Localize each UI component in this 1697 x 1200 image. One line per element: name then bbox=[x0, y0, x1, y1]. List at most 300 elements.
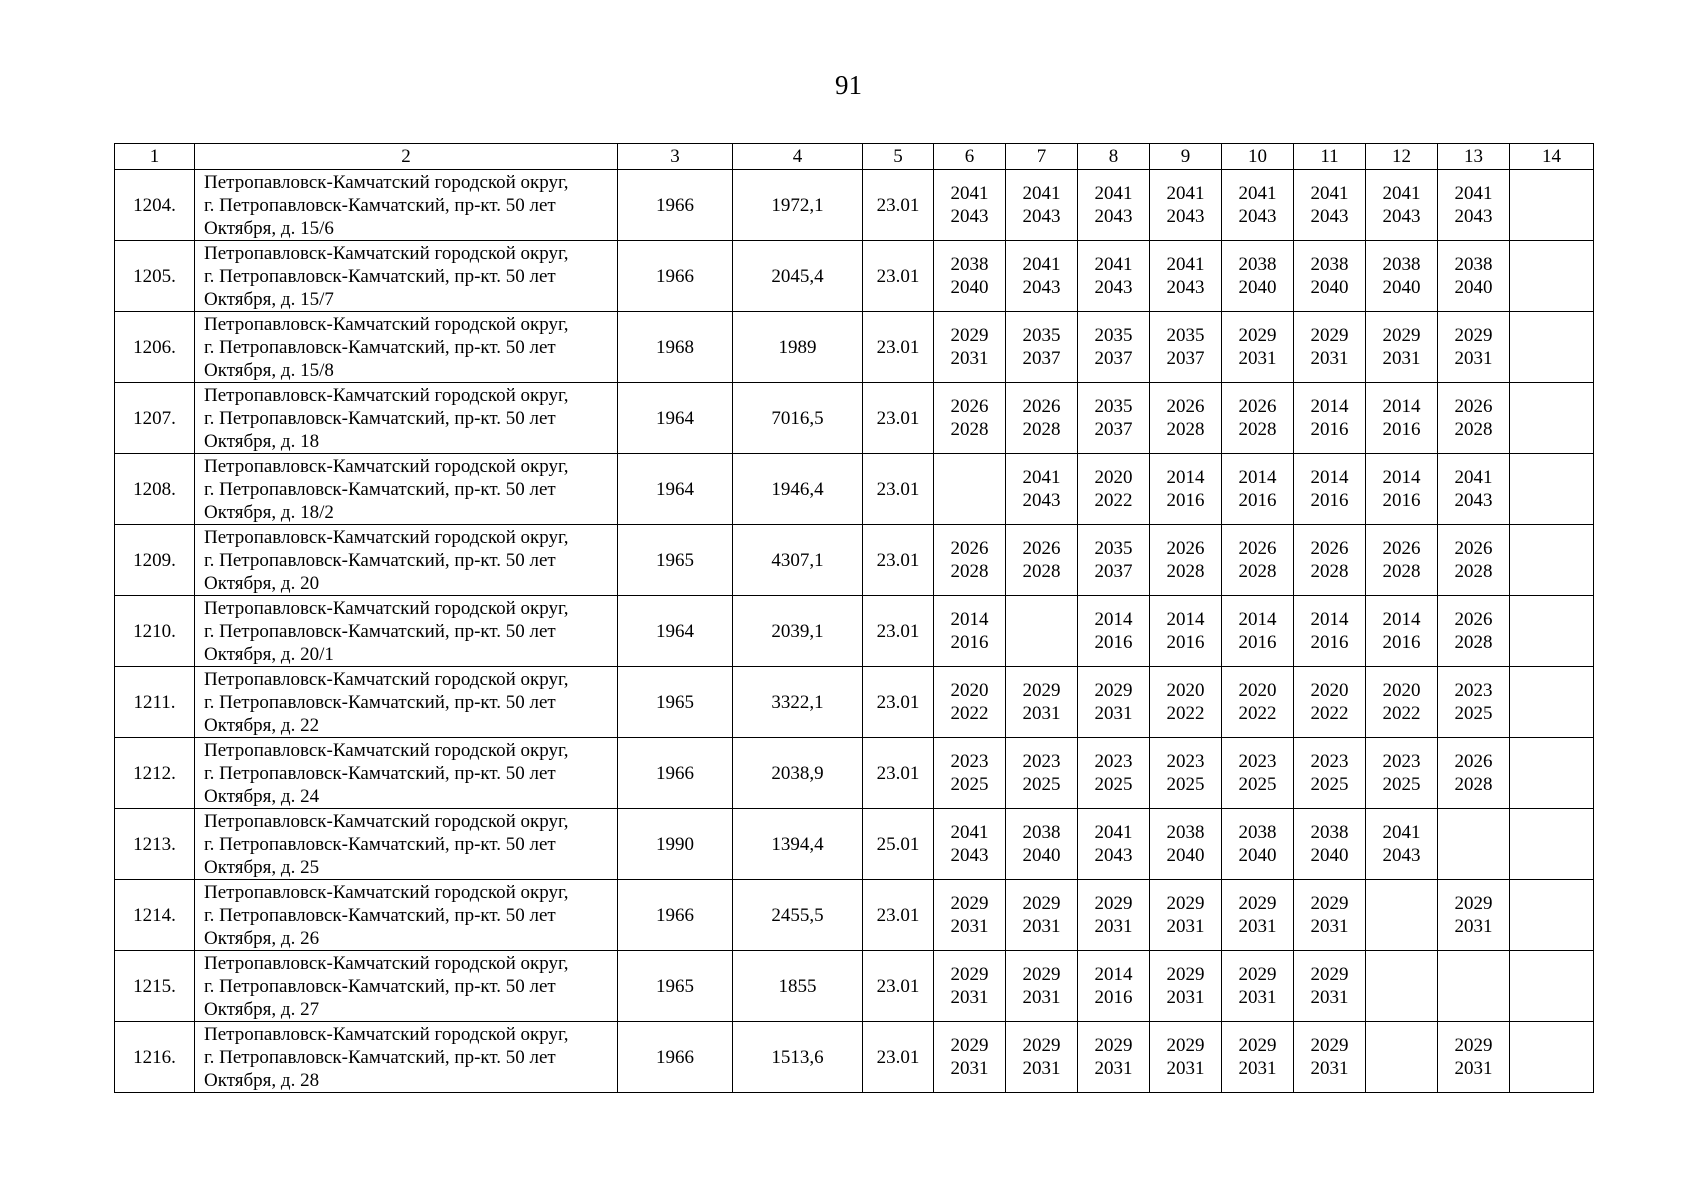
period-year: 2041 bbox=[1022, 254, 1061, 275]
period-year: 2029 bbox=[1310, 964, 1349, 985]
period-year: 2028 bbox=[1310, 561, 1349, 582]
period-year: 2023 bbox=[1238, 751, 1277, 772]
period-cell bbox=[1006, 951, 1078, 1022]
period-year: 2043 bbox=[1382, 206, 1421, 227]
period-year: 2040 bbox=[1166, 845, 1205, 866]
row-number: 1211. bbox=[115, 667, 195, 738]
period-cell bbox=[1438, 951, 1510, 1022]
period-cell bbox=[934, 170, 1006, 241]
period-year: 2041 bbox=[1454, 467, 1493, 488]
period-year: 2029 bbox=[1166, 1035, 1205, 1056]
period-cell bbox=[1078, 312, 1150, 383]
period-year: 2025 bbox=[1454, 703, 1493, 724]
area: 1513,6 bbox=[733, 1022, 863, 1093]
period-year: 2016 bbox=[1382, 632, 1421, 653]
address-cell bbox=[195, 738, 618, 809]
period-year: 2014 bbox=[1310, 396, 1349, 417]
period-year: 2035 bbox=[1094, 538, 1133, 559]
period-year: 2035 bbox=[1094, 325, 1133, 346]
address-cell bbox=[195, 525, 618, 596]
period-year: 2020 bbox=[1382, 680, 1421, 701]
period-year: 2029 bbox=[1166, 964, 1205, 985]
period-year: 2031 bbox=[950, 1058, 989, 1079]
period-year: 2029 bbox=[1022, 680, 1061, 701]
period-cell bbox=[1078, 383, 1150, 454]
period-year: 2029 bbox=[1238, 1035, 1277, 1056]
period-year: 2014 bbox=[1382, 467, 1421, 488]
address-line: г. Петропавловск-Камчатский, пр-кт. 50 лет bbox=[204, 336, 556, 358]
period-cell bbox=[1294, 525, 1366, 596]
period-year: 2023 bbox=[1454, 680, 1493, 701]
period-year: 2014 bbox=[1382, 609, 1421, 630]
period-cell bbox=[1222, 596, 1294, 667]
period-cell bbox=[934, 738, 1006, 809]
period-year: 2031 bbox=[1454, 916, 1493, 937]
period-year: 2041 bbox=[1382, 822, 1421, 843]
period-year: 2031 bbox=[1022, 1058, 1061, 1079]
address-line: Октября, д. 20/1 bbox=[204, 643, 334, 665]
period-year: 2043 bbox=[1310, 206, 1349, 227]
address-line: г. Петропавловск-Камчатский, пр-кт. 50 лет bbox=[204, 1046, 556, 1068]
address-line: Петропавловск-Камчатский городской округ, bbox=[204, 668, 569, 690]
column-header: 11 bbox=[1294, 144, 1366, 170]
build-year: 1964 bbox=[618, 596, 733, 667]
address-line: г. Петропавловск-Камчатский, пр-кт. 50 лет bbox=[204, 904, 556, 926]
period-year: 2038 bbox=[1382, 254, 1421, 275]
period-cell bbox=[1438, 809, 1510, 880]
area: 1394,4 bbox=[733, 809, 863, 880]
period-cell bbox=[1510, 809, 1594, 880]
address-cell bbox=[195, 312, 618, 383]
table-row bbox=[115, 454, 1594, 525]
period-cell bbox=[934, 1022, 1006, 1093]
table-row bbox=[115, 170, 1594, 241]
period-year: 2025 bbox=[1166, 774, 1205, 795]
period-cell bbox=[1366, 312, 1438, 383]
period-year: 2029 bbox=[1454, 893, 1493, 914]
period-year: 2023 bbox=[950, 751, 989, 772]
build-year: 1966 bbox=[618, 880, 733, 951]
period-year: 2025 bbox=[950, 774, 989, 795]
period-cell bbox=[934, 951, 1006, 1022]
period-year: 2014 bbox=[1166, 609, 1205, 630]
address-line: Октября, д. 26 bbox=[204, 927, 320, 949]
period-year: 2028 bbox=[1022, 419, 1061, 440]
table-row bbox=[115, 738, 1594, 809]
code: 23.01 bbox=[863, 880, 934, 951]
period-cell bbox=[1006, 596, 1078, 667]
period-year: 2041 bbox=[1310, 183, 1349, 204]
period-cell bbox=[1366, 170, 1438, 241]
code: 23.01 bbox=[863, 951, 934, 1022]
period-year: 2043 bbox=[1166, 277, 1205, 298]
address-line: Петропавловск-Камчатский городской округ, bbox=[204, 526, 569, 548]
period-year: 2029 bbox=[1094, 680, 1133, 701]
table-row bbox=[115, 383, 1594, 454]
period-cell bbox=[1294, 738, 1366, 809]
period-year: 2041 bbox=[1238, 183, 1277, 204]
period-year: 2037 bbox=[1022, 348, 1061, 369]
period-year: 2038 bbox=[1238, 254, 1277, 275]
row-number: 1206. bbox=[115, 312, 195, 383]
period-year: 2020 bbox=[1238, 680, 1277, 701]
period-cell bbox=[1222, 383, 1294, 454]
area: 2455,5 bbox=[733, 880, 863, 951]
area: 7016,5 bbox=[733, 383, 863, 454]
column-header: 5 bbox=[863, 144, 934, 170]
period-cell bbox=[1078, 667, 1150, 738]
period-year: 2038 bbox=[1310, 822, 1349, 843]
period-cell bbox=[1294, 170, 1366, 241]
period-year: 2028 bbox=[1454, 632, 1493, 653]
period-cell bbox=[1222, 454, 1294, 525]
period-year: 2043 bbox=[1094, 206, 1133, 227]
address-cell bbox=[195, 454, 618, 525]
address-cell bbox=[195, 241, 618, 312]
period-year: 2016 bbox=[1310, 419, 1349, 440]
period-year: 2028 bbox=[1166, 561, 1205, 582]
column-header: 4 bbox=[733, 144, 863, 170]
period-cell bbox=[1294, 809, 1366, 880]
period-year: 2029 bbox=[1238, 893, 1277, 914]
period-year: 2022 bbox=[1166, 703, 1205, 724]
column-header: 3 bbox=[618, 144, 733, 170]
period-year: 2025 bbox=[1382, 774, 1421, 795]
period-year: 2014 bbox=[1382, 396, 1421, 417]
build-year: 1965 bbox=[618, 667, 733, 738]
period-year: 2035 bbox=[1022, 325, 1061, 346]
address-cell bbox=[195, 667, 618, 738]
period-year: 2029 bbox=[1310, 325, 1349, 346]
address-line: г. Петропавловск-Камчатский, пр-кт. 50 лет bbox=[204, 762, 556, 784]
period-year: 2020 bbox=[1310, 680, 1349, 701]
period-cell bbox=[1438, 312, 1510, 383]
period-year: 2041 bbox=[1166, 254, 1205, 275]
address-line: Октября, д. 15/7 bbox=[204, 288, 334, 310]
period-cell bbox=[1222, 880, 1294, 951]
period-year: 2043 bbox=[1094, 277, 1133, 298]
build-year: 1965 bbox=[618, 951, 733, 1022]
build-year: 1966 bbox=[618, 738, 733, 809]
period-year: 2041 bbox=[1454, 183, 1493, 204]
period-cell bbox=[934, 525, 1006, 596]
period-year: 2043 bbox=[1238, 206, 1277, 227]
column-header: 12 bbox=[1366, 144, 1438, 170]
period-year: 2025 bbox=[1310, 774, 1349, 795]
period-year: 2040 bbox=[950, 277, 989, 298]
period-year: 2031 bbox=[950, 348, 989, 369]
period-cell bbox=[1222, 738, 1294, 809]
area: 2045,4 bbox=[733, 241, 863, 312]
period-cell bbox=[1150, 312, 1222, 383]
period-year: 2029 bbox=[1454, 325, 1493, 346]
row-number: 1214. bbox=[115, 880, 195, 951]
period-cell bbox=[1510, 1022, 1594, 1093]
period-cell bbox=[1006, 312, 1078, 383]
period-year: 2031 bbox=[1094, 916, 1133, 937]
period-cell bbox=[1366, 1022, 1438, 1093]
period-year: 2016 bbox=[1382, 419, 1421, 440]
table-row bbox=[115, 312, 1594, 383]
column-header: 13 bbox=[1438, 144, 1510, 170]
table-row bbox=[115, 809, 1594, 880]
code: 23.01 bbox=[863, 454, 934, 525]
address-line: Октября, д. 15/8 bbox=[204, 359, 334, 381]
address-line: Петропавловск-Камчатский городской округ, bbox=[204, 384, 569, 406]
period-year: 2038 bbox=[1238, 822, 1277, 843]
period-year: 2029 bbox=[1310, 893, 1349, 914]
column-header: 8 bbox=[1078, 144, 1150, 170]
period-cell bbox=[1366, 951, 1438, 1022]
column-header: 10 bbox=[1222, 144, 1294, 170]
period-year: 2025 bbox=[1094, 774, 1133, 795]
build-year: 1990 bbox=[618, 809, 733, 880]
period-year: 2043 bbox=[1022, 206, 1061, 227]
period-year: 2043 bbox=[1166, 206, 1205, 227]
address-line: Петропавловск-Камчатский городской округ, bbox=[204, 455, 569, 477]
period-cell bbox=[1150, 667, 1222, 738]
period-year: 2026 bbox=[1166, 396, 1205, 417]
period-cell bbox=[1438, 1022, 1510, 1093]
area: 1855 bbox=[733, 951, 863, 1022]
address-line: г. Петропавловск-Камчатский, пр-кт. 50 лет bbox=[204, 833, 556, 855]
period-cell bbox=[1006, 809, 1078, 880]
period-year: 2043 bbox=[1382, 845, 1421, 866]
period-year: 2026 bbox=[1310, 538, 1349, 559]
period-cell bbox=[1006, 667, 1078, 738]
address-line: Октября, д. 15/6 bbox=[204, 217, 334, 239]
period-cell bbox=[1510, 667, 1594, 738]
column-header: 9 bbox=[1150, 144, 1222, 170]
period-cell bbox=[1438, 596, 1510, 667]
period-year: 2041 bbox=[950, 183, 989, 204]
period-cell bbox=[1078, 241, 1150, 312]
area: 1946,4 bbox=[733, 454, 863, 525]
code: 23.01 bbox=[863, 241, 934, 312]
address-line: г. Петропавловск-Камчатский, пр-кт. 50 лет bbox=[204, 620, 556, 642]
column-header: 1 bbox=[115, 144, 195, 170]
period-year: 2014 bbox=[950, 609, 989, 630]
row-number: 1208. bbox=[115, 454, 195, 525]
address-cell bbox=[195, 809, 618, 880]
period-year: 2016 bbox=[1382, 490, 1421, 511]
address-line: г. Петропавловск-Камчатский, пр-кт. 50 лет bbox=[204, 478, 556, 500]
period-year: 2038 bbox=[1022, 822, 1061, 843]
period-cell bbox=[934, 809, 1006, 880]
period-cell bbox=[1222, 312, 1294, 383]
period-year: 2016 bbox=[1310, 490, 1349, 511]
period-cell bbox=[1078, 596, 1150, 667]
period-year: 2031 bbox=[1094, 1058, 1133, 1079]
period-year: 2031 bbox=[1022, 987, 1061, 1008]
period-cell bbox=[1006, 383, 1078, 454]
column-header: 14 bbox=[1510, 144, 1594, 170]
period-cell bbox=[1150, 596, 1222, 667]
period-year: 2031 bbox=[1022, 703, 1061, 724]
period-cell bbox=[1150, 170, 1222, 241]
period-year: 2023 bbox=[1094, 751, 1133, 772]
period-cell bbox=[1150, 1022, 1222, 1093]
period-year: 2028 bbox=[950, 561, 989, 582]
period-cell bbox=[934, 241, 1006, 312]
table-row bbox=[115, 951, 1594, 1022]
period-year: 2040 bbox=[1238, 277, 1277, 298]
period-cell bbox=[1366, 241, 1438, 312]
period-year: 2037 bbox=[1094, 419, 1133, 440]
period-cell bbox=[934, 383, 1006, 454]
table-row bbox=[115, 1022, 1594, 1093]
period-year: 2029 bbox=[950, 893, 989, 914]
code: 23.01 bbox=[863, 667, 934, 738]
period-year: 2038 bbox=[1166, 822, 1205, 843]
period-year: 2016 bbox=[1166, 632, 1205, 653]
address-line: г. Петропавловск-Камчатский, пр-кт. 50 лет bbox=[204, 975, 556, 997]
period-year: 2016 bbox=[1094, 987, 1133, 1008]
period-cell bbox=[1150, 525, 1222, 596]
period-year: 2031 bbox=[1022, 916, 1061, 937]
period-cell bbox=[1294, 951, 1366, 1022]
period-cell bbox=[1222, 241, 1294, 312]
period-cell bbox=[1510, 525, 1594, 596]
period-year: 2029 bbox=[950, 325, 989, 346]
period-cell bbox=[934, 454, 1006, 525]
period-year: 2029 bbox=[1022, 1035, 1061, 1056]
period-year: 2031 bbox=[1310, 916, 1349, 937]
period-year: 2043 bbox=[1022, 490, 1061, 511]
period-year: 2016 bbox=[1094, 632, 1133, 653]
period-year: 2029 bbox=[1094, 893, 1133, 914]
period-year: 2022 bbox=[1238, 703, 1277, 724]
period-cell bbox=[1510, 312, 1594, 383]
code: 23.01 bbox=[863, 1022, 934, 1093]
period-year: 2026 bbox=[1166, 538, 1205, 559]
period-year: 2022 bbox=[950, 703, 989, 724]
build-year: 1966 bbox=[618, 170, 733, 241]
period-year: 2041 bbox=[1166, 183, 1205, 204]
period-year: 2016 bbox=[1238, 632, 1277, 653]
period-cell bbox=[1510, 170, 1594, 241]
build-year: 1966 bbox=[618, 1022, 733, 1093]
address-line: Октября, д. 24 bbox=[204, 785, 320, 807]
period-year: 2028 bbox=[1238, 419, 1277, 440]
period-year: 2031 bbox=[1238, 348, 1277, 369]
period-cell bbox=[1078, 525, 1150, 596]
address-line: Октября, д. 18/2 bbox=[204, 501, 334, 523]
address-line: г. Петропавловск-Камчатский, пр-кт. 50 лет bbox=[204, 549, 556, 571]
address-line: Петропавловск-Камчатский городской округ, bbox=[204, 313, 569, 335]
row-number: 1216. bbox=[115, 1022, 195, 1093]
housing-table bbox=[114, 143, 1594, 1093]
period-year: 2037 bbox=[1166, 348, 1205, 369]
row-number: 1207. bbox=[115, 383, 195, 454]
period-year: 2043 bbox=[950, 845, 989, 866]
period-year: 2014 bbox=[1238, 609, 1277, 630]
period-cell bbox=[1366, 738, 1438, 809]
period-year: 2041 bbox=[1094, 183, 1133, 204]
period-cell bbox=[1366, 525, 1438, 596]
period-year: 2041 bbox=[950, 822, 989, 843]
period-year: 2028 bbox=[1022, 561, 1061, 582]
period-year: 2014 bbox=[1094, 609, 1133, 630]
period-cell bbox=[1078, 951, 1150, 1022]
table-row bbox=[115, 241, 1594, 312]
address-line: Октября, д. 28 bbox=[204, 1069, 320, 1091]
period-year: 2028 bbox=[1454, 419, 1493, 440]
period-cell bbox=[1078, 454, 1150, 525]
address-line: г. Петропавловск-Камчатский, пр-кт. 50 лет bbox=[204, 691, 556, 713]
period-cell bbox=[1150, 454, 1222, 525]
period-year: 2040 bbox=[1310, 845, 1349, 866]
period-cell bbox=[1438, 241, 1510, 312]
area: 2038,9 bbox=[733, 738, 863, 809]
period-year: 2014 bbox=[1166, 467, 1205, 488]
period-year: 2040 bbox=[1022, 845, 1061, 866]
period-year: 2029 bbox=[1238, 325, 1277, 346]
period-cell bbox=[1438, 525, 1510, 596]
period-year: 2023 bbox=[1166, 751, 1205, 772]
period-year: 2023 bbox=[1022, 751, 1061, 772]
period-cell bbox=[1366, 383, 1438, 454]
period-cell bbox=[1222, 667, 1294, 738]
period-cell bbox=[1438, 738, 1510, 809]
period-cell bbox=[1510, 383, 1594, 454]
period-cell bbox=[1150, 951, 1222, 1022]
address-line: Октября, д. 18 bbox=[204, 430, 320, 452]
row-number: 1204. bbox=[115, 170, 195, 241]
period-cell bbox=[1510, 596, 1594, 667]
period-year: 2014 bbox=[1094, 964, 1133, 985]
period-year: 2028 bbox=[950, 419, 989, 440]
row-number: 1210. bbox=[115, 596, 195, 667]
period-year: 2041 bbox=[1022, 467, 1061, 488]
row-number: 1215. bbox=[115, 951, 195, 1022]
period-cell bbox=[1222, 525, 1294, 596]
period-year: 2037 bbox=[1094, 561, 1133, 582]
build-year: 1964 bbox=[618, 383, 733, 454]
period-year: 2031 bbox=[1238, 1058, 1277, 1079]
period-cell bbox=[1078, 170, 1150, 241]
period-cell bbox=[1438, 170, 1510, 241]
period-year: 2031 bbox=[1166, 916, 1205, 937]
period-cell bbox=[1510, 951, 1594, 1022]
address-line: Октября, д. 22 bbox=[204, 714, 320, 736]
row-number: 1205. bbox=[115, 241, 195, 312]
period-year: 2041 bbox=[1382, 183, 1421, 204]
column-header: 7 bbox=[1006, 144, 1078, 170]
row-number: 1213. bbox=[115, 809, 195, 880]
address-cell bbox=[195, 951, 618, 1022]
period-year: 2025 bbox=[1022, 774, 1061, 795]
column-header: 2 bbox=[195, 144, 618, 170]
code: 23.01 bbox=[863, 383, 934, 454]
period-year: 2022 bbox=[1094, 490, 1133, 511]
period-cell bbox=[1078, 809, 1150, 880]
period-year: 2029 bbox=[1094, 1035, 1133, 1056]
area: 2039,1 bbox=[733, 596, 863, 667]
period-year: 2026 bbox=[950, 538, 989, 559]
table-row bbox=[115, 525, 1594, 596]
period-year: 2022 bbox=[1310, 703, 1349, 724]
period-year: 2043 bbox=[1454, 206, 1493, 227]
address-line: Петропавловск-Камчатский городской округ, bbox=[204, 810, 569, 832]
period-year: 2040 bbox=[1238, 845, 1277, 866]
period-year: 2028 bbox=[1238, 561, 1277, 582]
address-line: г. Петропавловск-Камчатский, пр-кт. 50 лет bbox=[204, 194, 556, 216]
period-cell bbox=[1222, 951, 1294, 1022]
period-year: 2020 bbox=[1166, 680, 1205, 701]
area: 1989 bbox=[733, 312, 863, 383]
address-line: Петропавловск-Камчатский городской округ, bbox=[204, 739, 569, 761]
